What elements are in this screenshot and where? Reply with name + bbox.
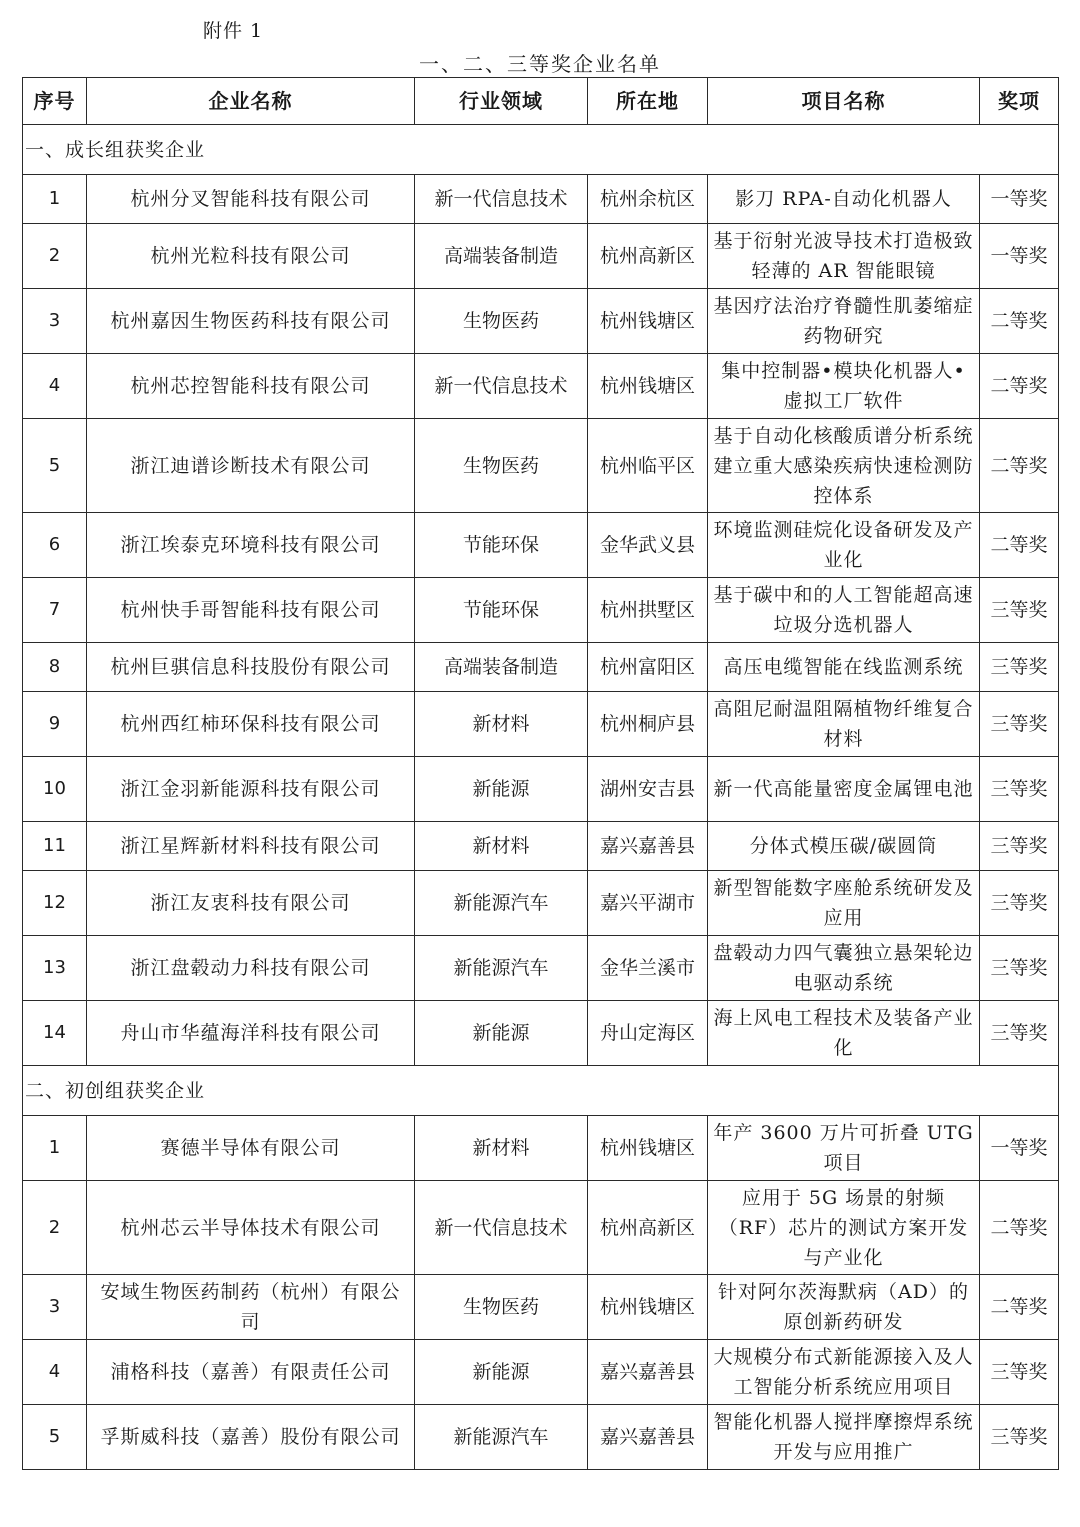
cell-award: 一等奖 — [980, 175, 1059, 224]
section-row — [23, 125, 1059, 175]
cell-company: 孚斯威科技（嘉善）股份有限公司 — [87, 1405, 415, 1470]
cell-project: 高阻尼耐温阻隔植物纤维复合材料 — [708, 692, 980, 757]
cell-industry: 新能源汽车 — [415, 1405, 588, 1470]
cell-industry: 新一代信息技术 — [415, 1181, 588, 1275]
cell-project: 集中控制器•模块化机器人•虚拟工厂软件 — [708, 354, 980, 419]
cell-company: 杭州巨骐信息科技股份有限公司 — [87, 643, 415, 692]
cell-location: 杭州钱塘区 — [588, 1275, 708, 1340]
cell-company: 浦格科技（嘉善）有限责任公司 — [87, 1340, 415, 1405]
cell-project: 基因疗法治疗脊髓性肌萎缩症药物研究 — [708, 289, 980, 354]
cell-company: 浙江埃泰克环境科技有限公司 — [87, 513, 415, 578]
table-row — [23, 578, 1059, 643]
table-row — [23, 871, 1059, 936]
cell-award: 三等奖 — [980, 1340, 1059, 1405]
cell-seq: 11 — [23, 822, 87, 871]
cell-company: 杭州快手哥智能科技有限公司 — [87, 578, 415, 643]
header-award: 奖项 — [980, 78, 1059, 125]
cell-location: 杭州高新区 — [588, 1181, 708, 1275]
cell-award: 一等奖 — [980, 224, 1059, 289]
cell-award: 二等奖 — [980, 289, 1059, 354]
cell-award: 三等奖 — [980, 578, 1059, 643]
cell-project: 应用于 5G 场景的射频（RF）芯片的测试方案开发与产业化 — [708, 1181, 980, 1275]
cell-location: 嘉兴嘉善县 — [588, 1405, 708, 1470]
cell-award: 三等奖 — [980, 871, 1059, 936]
page-title: 一、二、三等奖企业名单 — [419, 52, 661, 76]
cell-project: 海上风电工程技术及装备产业化 — [708, 1001, 980, 1066]
cell-industry: 节能环保 — [415, 513, 588, 578]
cell-project: 环境监测硅烷化设备研发及产业化 — [708, 513, 980, 578]
section-label: 一、成长组获奖企业 — [23, 125, 1059, 175]
table-row — [23, 1116, 1059, 1181]
section-row — [23, 1066, 1059, 1116]
cell-location: 嘉兴嘉善县 — [588, 822, 708, 871]
cell-company: 杭州芯控智能科技有限公司 — [87, 354, 415, 419]
cell-project: 基于自动化核酸质谱分析系统建立重大感染疾病快速检测防控体系 — [708, 419, 980, 513]
header-company: 企业名称 — [87, 78, 415, 125]
table-row — [23, 692, 1059, 757]
cell-company: 浙江盘毂动力科技有限公司 — [87, 936, 415, 1001]
cell-location: 嘉兴平湖市 — [588, 871, 708, 936]
cell-award: 二等奖 — [980, 1181, 1059, 1275]
cell-award: 二等奖 — [980, 354, 1059, 419]
cell-industry: 高端装备制造 — [415, 643, 588, 692]
cell-location: 金华武义县 — [588, 513, 708, 578]
table-row — [23, 354, 1059, 419]
cell-project: 新一代高能量密度金属锂电池 — [708, 757, 980, 822]
cell-seq: 1 — [23, 1116, 87, 1181]
cell-location: 杭州富阳区 — [588, 643, 708, 692]
table-row — [23, 1001, 1059, 1066]
cell-location: 金华兰溪市 — [588, 936, 708, 1001]
cell-award: 三等奖 — [980, 757, 1059, 822]
cell-location: 嘉兴嘉善县 — [588, 1340, 708, 1405]
cell-award: 三等奖 — [980, 936, 1059, 1001]
cell-seq: 8 — [23, 643, 87, 692]
cell-seq: 3 — [23, 1275, 87, 1340]
table-row — [23, 757, 1059, 822]
cell-seq: 1 — [23, 175, 87, 224]
cell-industry: 生物医药 — [415, 419, 588, 513]
cell-project: 高压电缆智能在线监测系统 — [708, 643, 980, 692]
cell-company: 浙江星辉新材料科技有限公司 — [87, 822, 415, 871]
award-table — [22, 77, 1059, 1470]
cell-location: 杭州钱塘区 — [588, 1116, 708, 1181]
cell-company: 赛德半导体有限公司 — [87, 1116, 415, 1181]
cell-industry: 生物医药 — [415, 1275, 588, 1340]
cell-seq: 7 — [23, 578, 87, 643]
cell-seq: 9 — [23, 692, 87, 757]
cell-industry: 新能源汽车 — [415, 936, 588, 1001]
cell-industry: 新材料 — [415, 822, 588, 871]
cell-seq: 2 — [23, 1181, 87, 1275]
table-row — [23, 289, 1059, 354]
cell-seq: 6 — [23, 513, 87, 578]
cell-seq: 5 — [23, 1405, 87, 1470]
cell-award: 二等奖 — [980, 419, 1059, 513]
cell-industry: 生物医药 — [415, 289, 588, 354]
table-row — [23, 175, 1059, 224]
cell-location: 杭州高新区 — [588, 224, 708, 289]
cell-industry: 高端装备制造 — [415, 224, 588, 289]
cell-industry: 新一代信息技术 — [415, 354, 588, 419]
table-body — [23, 125, 1059, 1470]
cell-project: 盘毂动力四气囊独立悬架轮边电驱动系统 — [708, 936, 980, 1001]
cell-seq: 5 — [23, 419, 87, 513]
cell-company: 舟山市华蕴海洋科技有限公司 — [87, 1001, 415, 1066]
table-header-row — [23, 78, 1059, 125]
cell-award: 三等奖 — [980, 692, 1059, 757]
cell-award: 二等奖 — [980, 513, 1059, 578]
cell-company: 杭州嘉因生物医药科技有限公司 — [87, 289, 415, 354]
cell-seq: 4 — [23, 354, 87, 419]
cell-location: 杭州拱墅区 — [588, 578, 708, 643]
cell-industry: 新材料 — [415, 1116, 588, 1181]
cell-award: 三等奖 — [980, 1001, 1059, 1066]
table-row — [23, 822, 1059, 871]
cell-company: 安域生物医药制药（杭州）有限公司 — [87, 1275, 415, 1340]
cell-project: 影刀 RPA-自动化机器人 — [708, 175, 980, 224]
cell-seq: 12 — [23, 871, 87, 936]
header-industry: 行业领域 — [415, 78, 588, 125]
cell-company: 浙江迪谱诊断技术有限公司 — [87, 419, 415, 513]
cell-award: 三等奖 — [980, 643, 1059, 692]
cell-project: 大规模分布式新能源接入及人工智能分析系统应用项目 — [708, 1340, 980, 1405]
cell-company: 杭州分叉智能科技有限公司 — [87, 175, 415, 224]
section-label: 二、初创组获奖企业 — [23, 1066, 1059, 1116]
cell-company: 浙江金羽新能源科技有限公司 — [87, 757, 415, 822]
header-seq: 序号 — [23, 78, 87, 125]
cell-industry: 新能源 — [415, 1340, 588, 1405]
cell-seq: 10 — [23, 757, 87, 822]
table-row — [23, 643, 1059, 692]
cell-location: 湖州安吉县 — [588, 757, 708, 822]
cell-project: 智能化机器人搅拌摩擦焊系统开发与应用推广 — [708, 1405, 980, 1470]
cell-seq: 4 — [23, 1340, 87, 1405]
cell-project: 分体式模压碳/碳圆筒 — [708, 822, 980, 871]
table-row — [23, 1181, 1059, 1275]
cell-seq: 3 — [23, 289, 87, 354]
attachment-label: 附件 1 — [203, 20, 264, 42]
cell-industry: 新能源汽车 — [415, 871, 588, 936]
cell-project: 针对阿尔茨海默病（AD）的原创新药研发 — [708, 1275, 980, 1340]
cell-seq: 2 — [23, 224, 87, 289]
cell-company: 杭州芯云半导体技术有限公司 — [87, 1181, 415, 1275]
cell-award: 三等奖 — [980, 1405, 1059, 1470]
cell-company: 杭州光粒科技有限公司 — [87, 224, 415, 289]
cell-award: 二等奖 — [980, 1275, 1059, 1340]
cell-location: 杭州钱塘区 — [588, 289, 708, 354]
cell-project: 基于碳中和的人工智能超高速垃圾分选机器人 — [708, 578, 980, 643]
cell-location: 杭州桐庐县 — [588, 692, 708, 757]
table-row — [23, 224, 1059, 289]
cell-seq: 13 — [23, 936, 87, 1001]
cell-company: 杭州西红柿环保科技有限公司 — [87, 692, 415, 757]
cell-industry: 新能源 — [415, 1001, 588, 1066]
cell-project: 年产 3600 万片可折叠 UTG 项目 — [708, 1116, 980, 1181]
cell-company: 浙江友衷科技有限公司 — [87, 871, 415, 936]
cell-award: 三等奖 — [980, 822, 1059, 871]
table-row — [23, 419, 1059, 513]
table-row — [23, 513, 1059, 578]
cell-industry: 节能环保 — [415, 578, 588, 643]
cell-project: 基于衍射光波导技术打造极致轻薄的 AR 智能眼镜 — [708, 224, 980, 289]
header-location: 所在地 — [588, 78, 708, 125]
cell-location: 杭州临平区 — [588, 419, 708, 513]
cell-project: 新型智能数字座舱系统研发及应用 — [708, 871, 980, 936]
cell-industry: 新材料 — [415, 692, 588, 757]
cell-location: 杭州余杭区 — [588, 175, 708, 224]
table-row — [23, 1405, 1059, 1470]
cell-location: 杭州钱塘区 — [588, 354, 708, 419]
table-row — [23, 1340, 1059, 1405]
cell-location: 舟山定海区 — [588, 1001, 708, 1066]
cell-seq: 14 — [23, 1001, 87, 1066]
cell-industry: 新能源 — [415, 757, 588, 822]
cell-industry: 新一代信息技术 — [415, 175, 588, 224]
header-project: 项目名称 — [708, 78, 980, 125]
table-row — [23, 1275, 1059, 1340]
cell-award: 一等奖 — [980, 1116, 1059, 1181]
table-row — [23, 936, 1059, 1001]
